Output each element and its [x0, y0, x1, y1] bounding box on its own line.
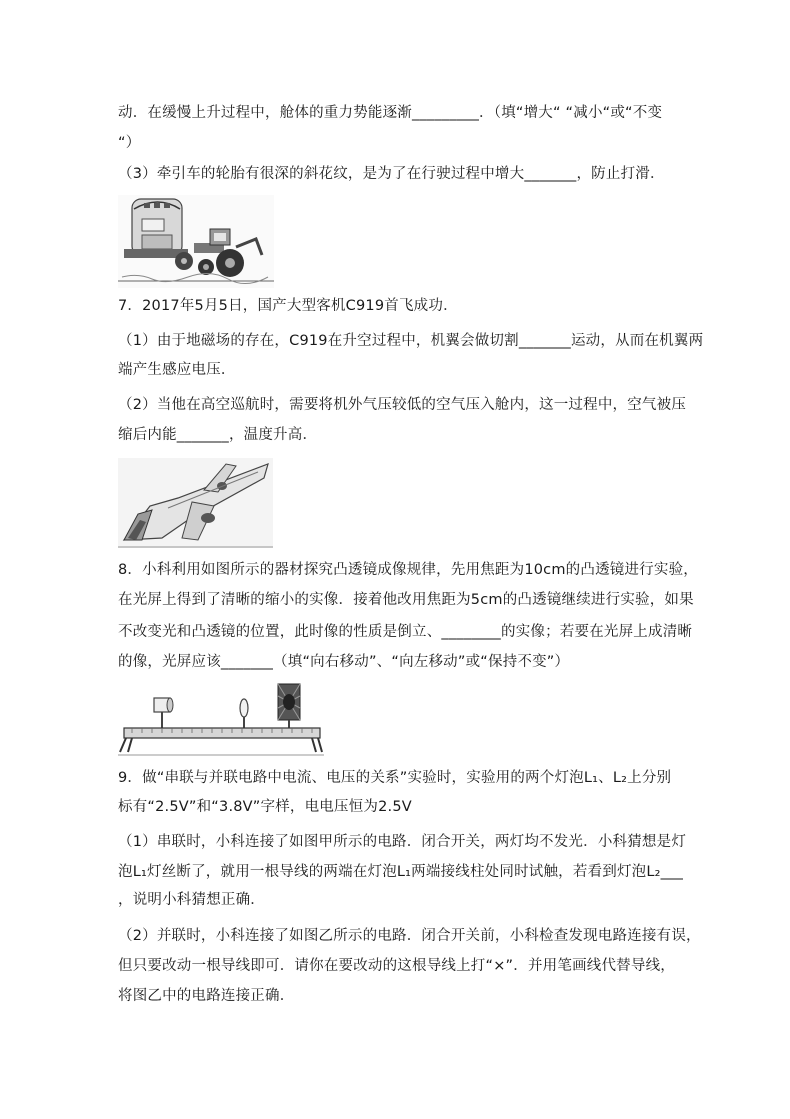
tractor-photo	[118, 195, 274, 288]
text-line: （2）并联时，小科连接了如图乙所示的电路．闭合开关前，小科检查发现电路连接有误，	[118, 928, 701, 944]
text-line: 泡L₁灯丝断了，就用一根导线的两端在灯泡L₁两端接线柱处同时试触，若看到灯泡L₂___	[118, 864, 684, 880]
text-line: 标有“2.5V”和“3.8V”字样，电电压恒为2.5V	[118, 799, 412, 815]
text-line: ，说明小科猜想正确．	[118, 892, 265, 908]
optical-bench-photo	[118, 680, 324, 756]
text-line: 9．做“串联与并联电路中电流、电压的关系”实验时，实验用的两个灯泡L₁、L₂上分别	[118, 770, 672, 786]
text-line: 缩后内能_______，温度升高．	[118, 427, 318, 443]
text-line: 在光屏上得到了清晰的缩小的实像．接着他改用焦距为5cm的凸透镜继续进行实验，如果	[118, 592, 694, 608]
text-line: （1）由于地磁场的存在，C919在升空过程中，机翼会做切割_______运动，从而在机翼两	[118, 333, 704, 349]
text-line: 动．在缓慢上升过程中，舱体的重力势能逐渐_________．（填“增大“ “减小“或“不变	[118, 105, 663, 121]
text-line: 8．小科利用如图所示的器材探究凸透镜成像规律，先用焦距为10cm的凸透镜进行实验，	[118, 562, 698, 578]
text-line: 不改变光和凸透镜的位置，此时像的性质是倒立、________的实像；若要在光屏上成清晰	[118, 624, 693, 640]
text-line: 将图乙中的电路连接正确．	[118, 988, 295, 1004]
text-line: 端产生感应电压．	[118, 362, 236, 378]
text-line: （3）牵引车的轮胎有很深的斜花纹，是为了在行驶过程中增大_______，防止打滑．	[118, 166, 665, 182]
text-line: “）	[118, 135, 141, 151]
text-line: 但只要改动一根导线即可．请你在要改动的这根导线上打“×”．并用笔画线代替导线，	[118, 958, 675, 974]
text-line: 的像，光屏应该_______（填“向右移动”、“向左移动”或“保持不变”）	[118, 654, 570, 670]
airplane-photo	[118, 458, 273, 548]
text-line: （2）当他在高空巡航时，需要将机外气压较低的空气压入舱内，这一过程中，空气被压	[118, 397, 687, 413]
text-line: 7．2017年5月5日，国产大型客机C919首飞成功．	[118, 298, 458, 314]
text-line: （1）串联时，小科连接了如图甲所示的电路．闭合开关，两灯均不发光．小科猜想是灯	[118, 834, 687, 850]
